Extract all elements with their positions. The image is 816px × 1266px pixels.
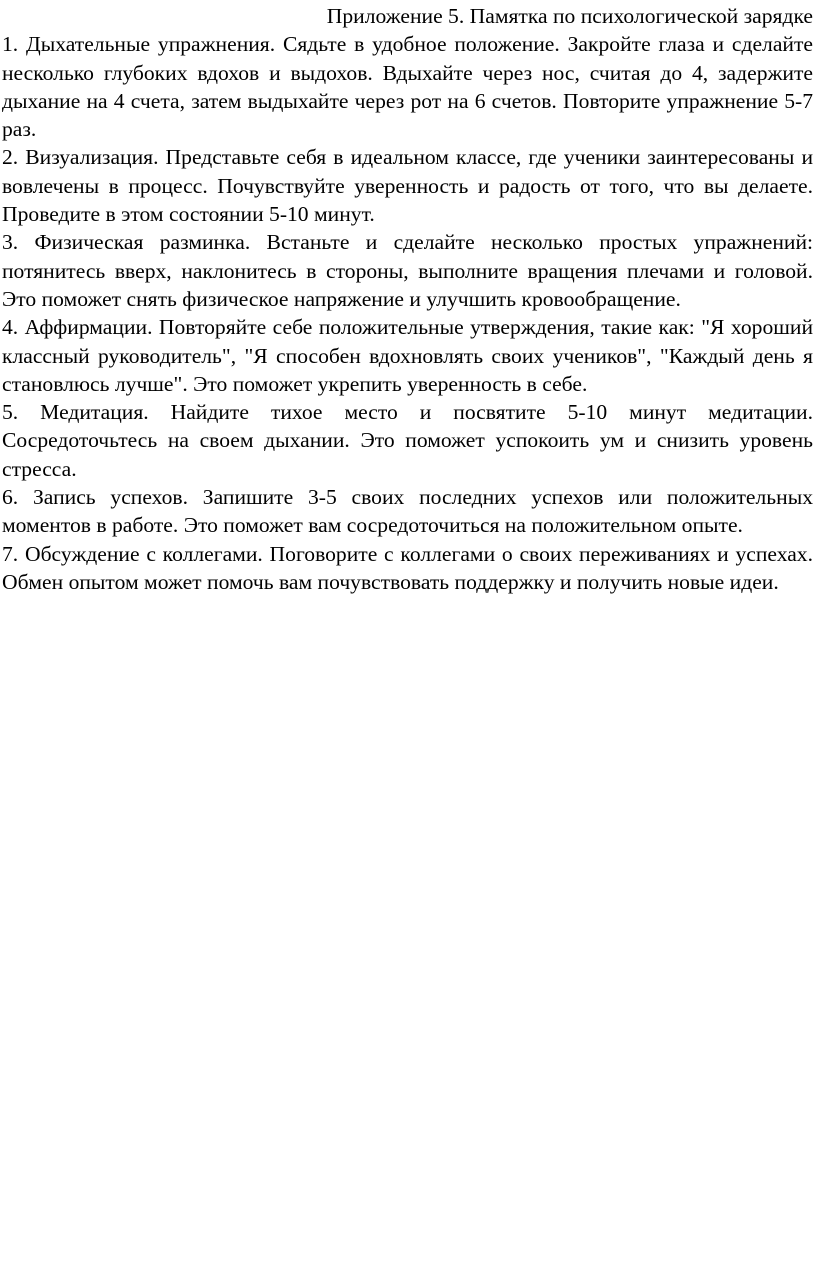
item-affirmations: 4. Аффирмации. Повторяйте себе положительные утверждения, такие как: "Я хороший классный руководитель", "Я способен вдохновлять своих учеников", "Каждый день я становлюсь лучше". Это поможет укрепить уверенность в себе. — [2, 315, 813, 396]
item-breathing-exercises: 1. Дыхательные упражнения. Сядьте в удобное положение. Закройте глаза и сделайте несколько глубоких вдохов и выдохов. Вдыхайте через нос, считая до 4, задержите дыхание на 4 счета, затем выдыхайте через рот на 6 счетов. Повторите упражнение 5-7 раз. — [2, 32, 813, 142]
item-visualization: 2. Визуализация. Представьте себя в идеальном классе, где ученики заинтересованы и вовлечены в процесс. Почувствуйте уверенность и радость от того, что вы делаете. Проведите в этом состоянии 5-10 минут. — [2, 145, 813, 227]
item-colleague-discussion: 7. Обсуждение с коллегами. Поговорите с коллегами о своих переживаниях и успехах. Обмен опытом может помочь вам почувствовать поддержку и получить новые идеи. — [2, 541, 813, 594]
document-title: Приложение 5. Памятка по психологической зарядке — [326, 4, 813, 28]
document-page — [2, 2, 813, 596]
item-success-journal: 6. Запись успехов. Запишите 3-5 своих последних успехов или положительных моментов в работе. Это поможет вам сосредоточиться на положительном опыте. — [2, 485, 813, 538]
item-meditation: 5. Медитация. Найдите тихое место и посвятите 5-10 минут медитации. Сосредоточьтесь на своем дыхании. Это поможет успокоить ум и снизить уровень стресса. — [2, 400, 813, 481]
item-physical-warmup: 3. Физическая разминка. Встаньте и сделайте несколько простых упражнений: потянитесь вверх, наклонитесь в стороны, выполните вращения плечами и головой. Это поможет снять физическое напряжение и улучшить кровообращение. — [2, 230, 813, 311]
